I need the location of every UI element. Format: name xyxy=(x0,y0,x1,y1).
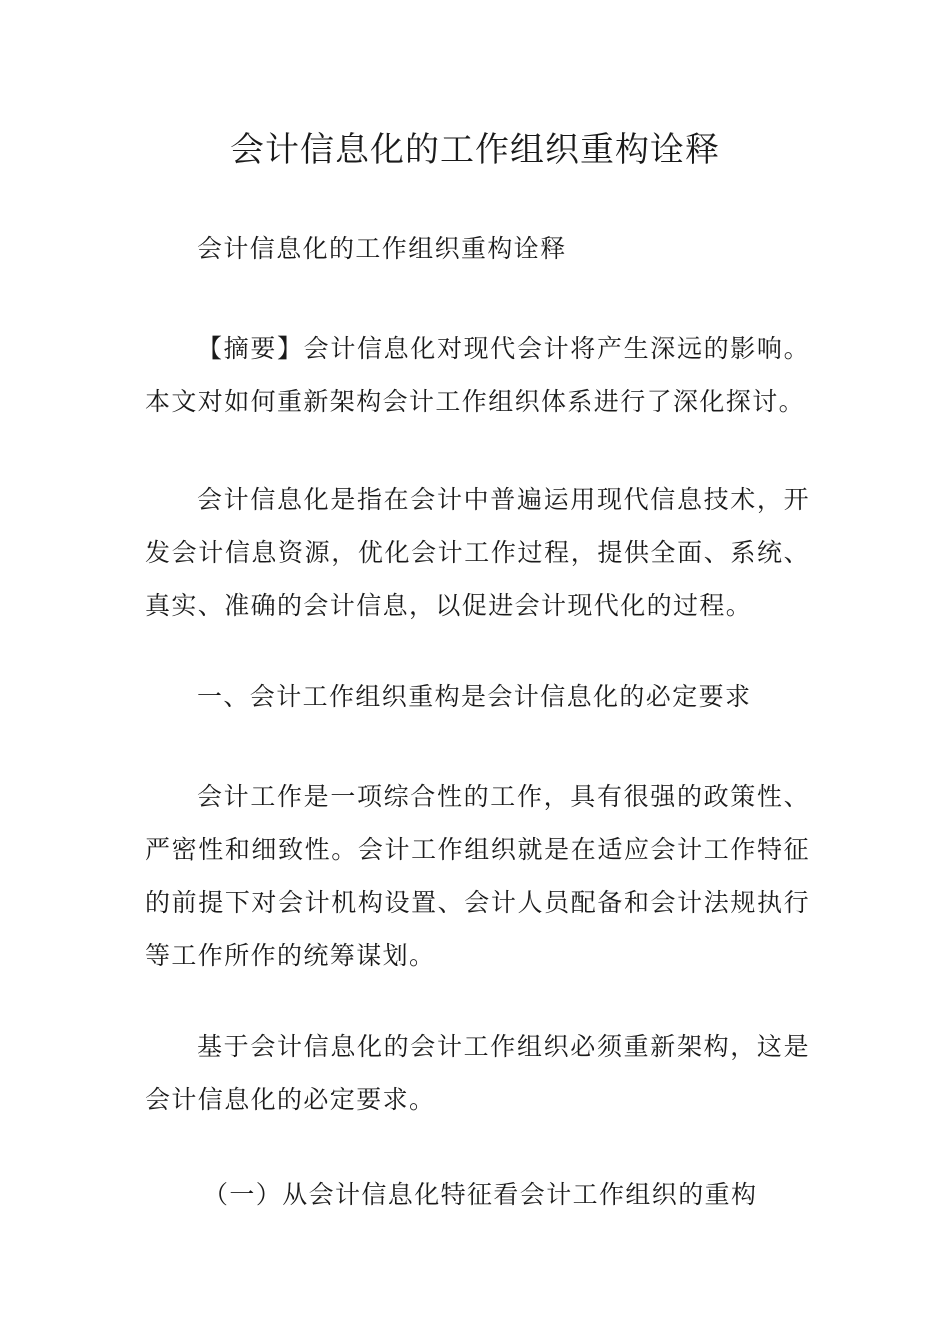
document-title: 会计信息化的工作组织重构诠释 xyxy=(230,130,720,170)
subtitle-paragraph: 会计信息化的工作组织重构诠释 xyxy=(197,234,567,263)
abstract-paragraph: 【摘要】会计信息化对现代会计将产生深远的影响。本文对如何重新架构会计工作组织体系进行了深化探讨。 xyxy=(145,334,810,416)
subsection-heading-1: （一）从会计信息化特征看会计工作组织的重构 xyxy=(203,1180,758,1209)
work-organization-paragraph: 会计工作是一项综合性的工作，具有很强的政策性、严密性和细致性。会计工作组织就是在适应会计工作特征的前提下对会计机构设置、会计人员配备和会计法规执行等工作所作的统筹谋划。 xyxy=(145,782,810,970)
definition-paragraph: 会计信息化是指在会计中普遍运用现代信息技术，开发会计信息资源，优化会计工作过程，提供全面、系统、真实、准确的会计信息，以促进会计现代化的过程。 xyxy=(145,485,810,620)
requirement-paragraph: 基于会计信息化的会计工作组织必须重新架构，这是会计信息化的必定要求。 xyxy=(145,1032,810,1114)
section-heading-1: 一、会计工作组织重构是会计信息化的必定要求 xyxy=(197,682,752,711)
